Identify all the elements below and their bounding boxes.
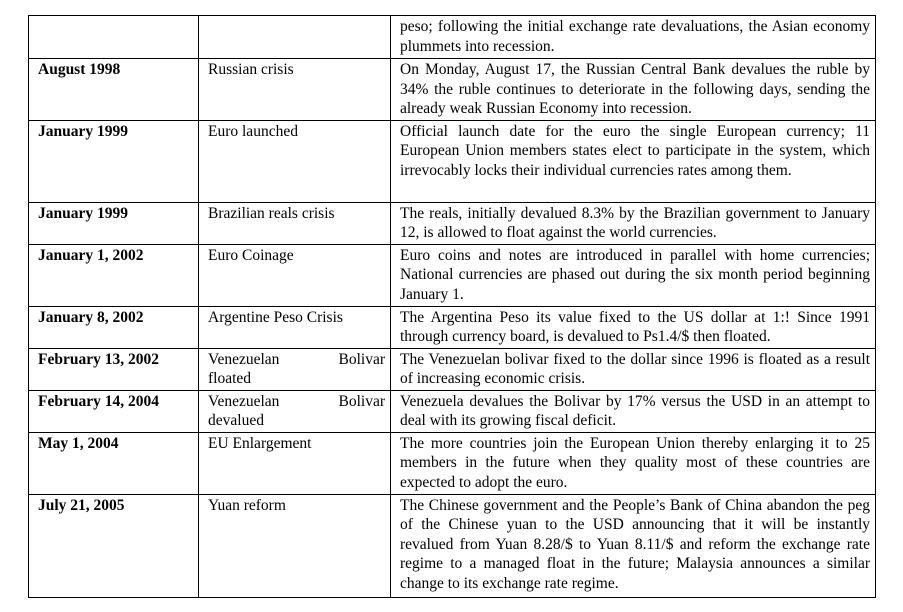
description-cell: Euro coins and notes are introduced in parallel with home currencies; National currencies are phased out during the six month period beginning January 1. [391, 244, 876, 306]
date-cell: January 8, 2002 [29, 306, 199, 348]
description-cell: peso; following the initial exchange rate devaluations, the Asian economy plummets into recession. [391, 16, 876, 59]
table-row [29, 244, 876, 306]
event-cell [199, 390, 391, 432]
date-cell: January 1999 [29, 120, 199, 202]
date-cell: February 13, 2002 [29, 348, 199, 390]
table-row [29, 390, 876, 432]
date-cell: January 1999 [29, 202, 199, 244]
description-cell: The Chinese government and the People’s Bank of China abandon the peg of the Chinese yuan to the USD announcing that it will be instantly revalued from Yuan 8.28/$ to Yuan 8.11/$ and reform the exchange rate regime to a managed float in the future; Malaysia announces a similar change to its exchange rate regime. [391, 494, 876, 597]
table-row [29, 202, 876, 244]
event-cell: Euro Coinage [199, 244, 391, 306]
description-cell: Venezuela devalues the Bolivar by 17% versus the USD in an attempt to deal with its growing fiscal deficit. [391, 390, 876, 432]
table-row [29, 494, 876, 597]
event-name-part: floated [208, 370, 252, 387]
description-cell: On Monday, August 17, the Russian Central Bank devalues the ruble by 34% the ruble continues to deteriorate in the following days, sending the already weak Russian Economy into recession. [391, 59, 876, 121]
event-name-part: devalued [208, 412, 264, 429]
table-row [29, 59, 876, 121]
currency-events-table [28, 15, 876, 598]
event-cell: Yuan reform [199, 494, 391, 597]
table-row [29, 16, 876, 59]
event-name-part: Bolivar [338, 392, 385, 410]
date-cell: January 1, 2002 [29, 244, 199, 306]
event-cell: Argentine Peso Crisis [199, 306, 391, 348]
event-cell: Russian crisis [199, 59, 391, 121]
event-name-part: Venezuelan [208, 350, 280, 368]
date-cell: May 1, 2004 [29, 432, 199, 494]
description-cell: The Venezuelan bolivar fixed to the dollar since 1996 is floated as a result of increasing economic crisis. [391, 348, 876, 390]
table-row [29, 432, 876, 494]
event-cell: Brazilian reals crisis [199, 202, 391, 244]
date-cell [29, 16, 199, 59]
event-name-part: Venezuelan [208, 392, 280, 410]
event-cell: EU Enlargement [199, 432, 391, 494]
event-cell [199, 348, 391, 390]
event-cell [199, 16, 391, 59]
event-cell: Euro launched [199, 120, 391, 202]
description-cell: The more countries join the European Union thereby enlarging it to 25 members in the future when they quality most of these countries are expected to adopt the euro. [391, 432, 876, 494]
event-name-part: Bolivar [338, 350, 385, 368]
description-cell: The Argentina Peso its value fixed to the US dollar at 1:! Since 1991 through currency board, is devalued to Ps1.4/$ then floated. [391, 306, 876, 348]
table-row [29, 306, 876, 348]
table-row [29, 120, 876, 202]
date-cell: August 1998 [29, 59, 199, 121]
date-cell: July 21, 2005 [29, 494, 199, 597]
description-cell: Official launch date for the euro the single European currency; 11 European Union members states elect to participate in the system, which irrevocably locks their individual currencies rates among them. [391, 120, 876, 202]
table-row [29, 348, 876, 390]
date-cell: February 14, 2004 [29, 390, 199, 432]
description-cell: The reals, initially devalued 8.3% by the Brazilian government to January 12, is allowed to float against the world currencies. [391, 202, 876, 244]
